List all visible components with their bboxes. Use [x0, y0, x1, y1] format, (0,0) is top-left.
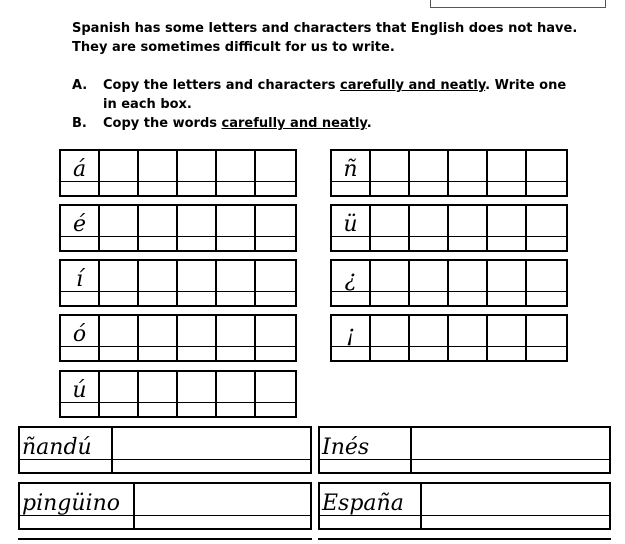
instruction-b-emphasis: carefully and neatly: [221, 116, 367, 131]
instruction-b-marker: B.: [72, 116, 87, 131]
copy-box[interactable]: [449, 206, 488, 250]
letter-grid-i-acute: [59, 259, 297, 307]
model-word-cell: [20, 428, 113, 472]
letter-grid-n-tilde: [330, 149, 568, 197]
copy-box[interactable]: [527, 206, 566, 250]
model-cell: [61, 372, 100, 416]
intro-text: [72, 19, 577, 57]
instruction-a-text-end: . Write one: [485, 78, 567, 93]
word-box-pinguino: [18, 482, 312, 530]
name-field[interactable]: [430, 0, 606, 8]
instruction-a-line-2: in each box.: [103, 97, 192, 112]
model-letter: ¿: [344, 267, 357, 292]
copy-box[interactable]: [371, 316, 410, 360]
model-cell: [61, 261, 100, 305]
copy-box[interactable]: [217, 151, 256, 195]
instruction-a-marker: A.: [72, 78, 88, 93]
model-word: ñandú: [22, 435, 92, 460]
copy-box[interactable]: [371, 151, 410, 195]
copy-box[interactable]: [256, 316, 295, 360]
copy-box[interactable]: [488, 151, 527, 195]
word-copy-box[interactable]: [412, 428, 609, 472]
copy-box[interactable]: [217, 261, 256, 305]
copy-box[interactable]: [100, 261, 139, 305]
copy-box[interactable]: [527, 261, 566, 305]
intro-line-1: Spanish has some letters and characters that English does not have.: [72, 21, 578, 36]
copy-box[interactable]: [256, 151, 295, 195]
instructions: [72, 76, 566, 133]
instruction-b: [72, 114, 566, 133]
letter-grid-inverted-exclamation: [330, 314, 568, 362]
copy-box[interactable]: [371, 206, 410, 250]
model-letter: ó: [72, 322, 87, 347]
copy-box[interactable]: [100, 316, 139, 360]
model-word-cell: [320, 428, 412, 472]
copy-box[interactable]: [217, 206, 256, 250]
copy-box[interactable]: [488, 206, 527, 250]
copy-box[interactable]: [100, 372, 139, 416]
copy-box[interactable]: [371, 261, 410, 305]
model-letter: ú: [72, 378, 87, 403]
copy-box[interactable]: [527, 151, 566, 195]
model-letter: í: [75, 267, 84, 292]
copy-box[interactable]: [139, 151, 178, 195]
model-letter: ¡: [346, 322, 355, 347]
word-copy-box[interactable]: [113, 428, 310, 472]
letter-grid-a-acute: [59, 149, 297, 197]
word-copy-box[interactable]: [135, 484, 310, 528]
copy-box[interactable]: [139, 372, 178, 416]
model-word: Inés: [322, 435, 370, 460]
model-cell: [332, 206, 371, 250]
instruction-b-text: Copy the words: [103, 116, 222, 131]
model-letter: ñ: [343, 157, 358, 182]
model-word-cell: [20, 484, 135, 528]
model-letter: ü: [343, 212, 358, 237]
copy-box[interactable]: [139, 261, 178, 305]
letter-grid-o-acute: [59, 314, 297, 362]
copy-box[interactable]: [256, 261, 295, 305]
letter-grid-u-diaeresis: [330, 204, 568, 252]
copy-box[interactable]: [139, 316, 178, 360]
copy-box[interactable]: [178, 316, 217, 360]
copy-box[interactable]: [410, 316, 449, 360]
copy-box[interactable]: [256, 206, 295, 250]
model-word: pingüino: [22, 491, 120, 516]
copy-box[interactable]: [217, 372, 256, 416]
next-row-edge: [318, 538, 611, 544]
instruction-a: [72, 76, 566, 114]
copy-box[interactable]: [488, 316, 527, 360]
instruction-b-text-end: .: [366, 116, 372, 131]
model-word: España: [322, 491, 404, 516]
model-cell: [332, 151, 371, 195]
model-cell: [61, 206, 100, 250]
intro-line-2: They are sometimes difficult for us to write.: [72, 40, 395, 55]
copy-box[interactable]: [488, 261, 527, 305]
word-box-ines: [318, 426, 611, 474]
copy-box[interactable]: [449, 316, 488, 360]
copy-box[interactable]: [100, 151, 139, 195]
copy-box[interactable]: [178, 261, 217, 305]
copy-box[interactable]: [178, 206, 217, 250]
model-cell: [61, 151, 100, 195]
letter-grid-u-acute: [59, 370, 297, 418]
letter-grid-e-acute: [59, 204, 297, 252]
word-box-nandu: [18, 426, 312, 474]
copy-box[interactable]: [178, 151, 217, 195]
model-cell: [61, 316, 100, 360]
instruction-a-emphasis: carefully and neatly: [339, 78, 486, 93]
copy-box[interactable]: [410, 206, 449, 250]
copy-box[interactable]: [410, 261, 449, 305]
model-cell: [332, 316, 371, 360]
word-box-espana: [318, 482, 611, 530]
copy-box[interactable]: [256, 372, 295, 416]
letter-grid-inverted-question: [330, 259, 568, 307]
word-copy-box[interactable]: [422, 484, 609, 528]
model-word-cell: [320, 484, 422, 528]
copy-box[interactable]: [217, 316, 256, 360]
next-row-edge: [18, 538, 312, 544]
copy-box[interactable]: [527, 316, 566, 360]
copy-box[interactable]: [178, 372, 217, 416]
instruction-a-text: Copy the letters and characters: [103, 78, 340, 93]
copy-box[interactable]: [410, 151, 449, 195]
copy-box[interactable]: [449, 151, 488, 195]
copy-box[interactable]: [139, 206, 178, 250]
copy-box[interactable]: [100, 206, 139, 250]
copy-box[interactable]: [449, 261, 488, 305]
model-letter: á: [72, 157, 87, 182]
model-letter: é: [72, 212, 87, 237]
model-cell: [332, 261, 371, 305]
